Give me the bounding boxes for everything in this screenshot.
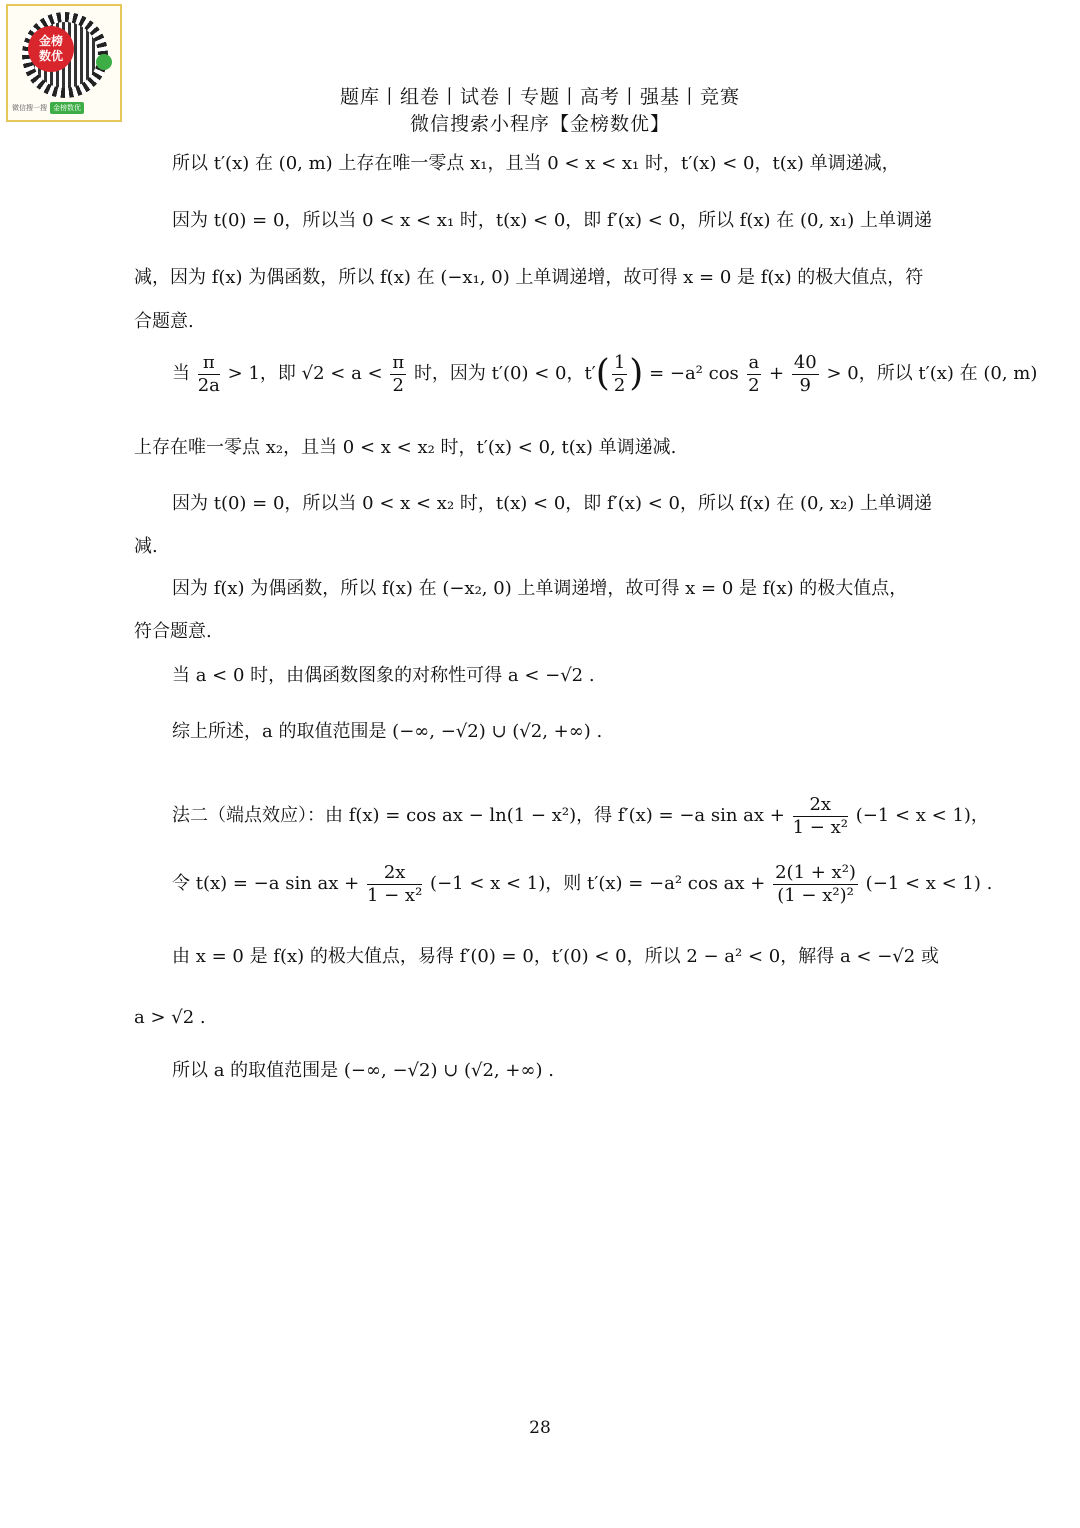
fraction: $\frac{2x}{\text{1 − x²}}$: [366, 861, 423, 906]
fraction: $\frac{40}{9}$: [793, 351, 817, 396]
text-line: 合题意.: [134, 311, 194, 332]
text-line: 因为 f(x) 为偶函数，所以 f(x) 在 (−x₂, 0) 上单调递增，故可得 x = 0 是 f(x) 的极大值点，: [172, 578, 908, 599]
text-line: a > √2 .: [134, 1007, 206, 1028]
text-line: 综上所述，a 的取值范围是 (−∞, −√2) ∪ (√2, +∞) .: [172, 721, 603, 742]
header-subtitle: 微信搜索小程序【金榜数优】: [409, 113, 670, 135]
logo-footer: 微信搜一搜 金榜数优: [12, 100, 116, 116]
method2-line-1: 法二（端点效应）：由 f(x) = cos ax − ln(1 − x²)，得 f′(x) = −a sin ax + $\frac{2x}{\text{1 − x²}}$ (−1 < x < 1)，: [172, 793, 989, 838]
mini-program-icon: [96, 54, 112, 70]
text-line: 因为 t(0) = 0，所以当 0 < x < x₁ 时，t(x) < 0，即 f′(x) < 0，所以 f(x) 在 (0, x₁) 上单调递: [172, 210, 932, 231]
text-line: 上存在唯一零点 x₂，且当 0 < x < x₂ 时，t′(x) < 0, t(x) 单调递减.: [134, 437, 677, 458]
fraction: $\frac{2x}{\text{1 − x²}}$: [792, 793, 848, 838]
fraction: $\frac{\pi}{2a}$: [197, 351, 220, 396]
page-number: 28: [529, 1418, 551, 1438]
fraction: $\frac{a}{2}$: [748, 351, 760, 396]
fraction: $\frac{\text{2(1 + x²)}}{\text{(1 − x²)²}}$: [775, 861, 856, 906]
fraction: $\frac{1}{2}$: [613, 351, 626, 396]
text-line: 因为 t(0) = 0，所以当 0 < x < x₂ 时，t(x) < 0，即 f′(x) < 0，所以 f(x) 在 (0, x₂) 上单调递: [172, 493, 932, 514]
text-line: 所以 t′(x) 在 (0, m) 上存在唯一零点 x₁，且当 0 < x < x₁ 时，t′(x) < 0，t(x) 单调递减，: [172, 153, 900, 174]
fraction: $\frac{\pi}{2}$: [392, 351, 405, 396]
text-line: 减，因为 f(x) 为偶函数，所以 f(x) 在 (−x₁, 0) 上单调递增，故可得 x = 0 是 f(x) 的极大值点，符: [134, 267, 924, 288]
method2-line-2: 令 t(x) = −a sin ax + $\frac{2x}{\text{1 − x²}}$ (−1 < x < 1)，则 t′(x) = −a² cos ax + $\frac{\text{2(1 + x²)}}{\text{(1 − x²)²}}$ (−1 < x < 1) .: [172, 861, 993, 906]
text-line: 减.: [134, 536, 158, 557]
text-line: 所以 a 的取值范围是 (−∞, −√2) ∪ (√2, +∞) .: [172, 1060, 554, 1081]
case-formula-line: 当 $\frac{\pi}{2a}$ > 1，即 √2 < a < $\frac{\pi}{2}$ 时，因为 t′(0) < 0，t′( $\frac{1}{2}$ ) = −a² cos $\frac{a}{2}$ + $\frac{40}{9}$ > 0，所以 t′(x) 在 (0, m): [172, 351, 1038, 396]
text-line: 当 a < 0 时，由偶函数图象的对称性可得 a < −√2 .: [172, 665, 595, 686]
header-nav: 题库丨组卷丨试卷丨专题丨高考丨强基丨竞赛: [339, 86, 740, 108]
text-line: 由 x = 0 是 f(x) 的极大值点，易得 f′(0) = 0，t′(0) < 0，所以 2 − a² < 0，解得 a < −√2 或: [172, 946, 939, 967]
text-line: 符合题意.: [134, 621, 212, 642]
logo-badge: 金榜 数优: [28, 26, 74, 72]
